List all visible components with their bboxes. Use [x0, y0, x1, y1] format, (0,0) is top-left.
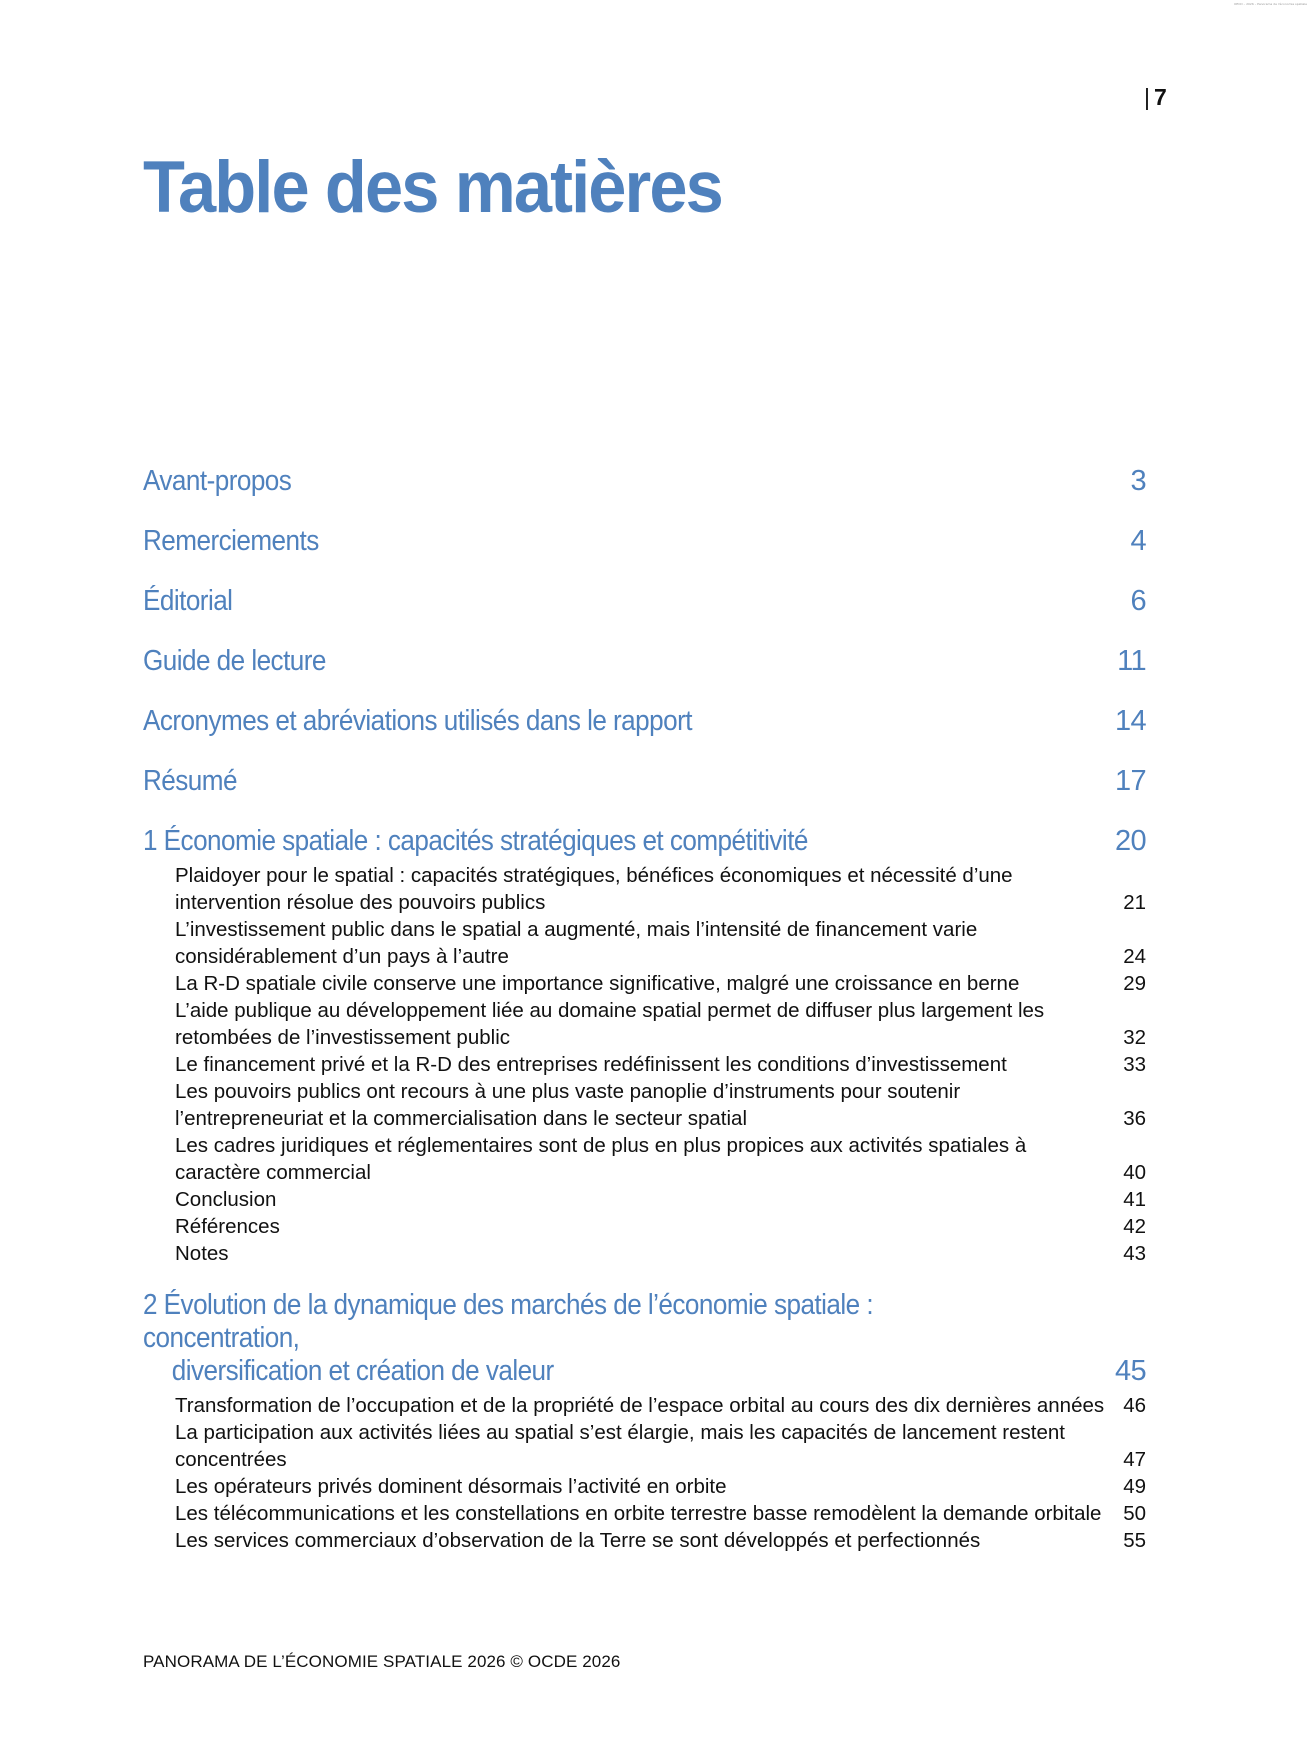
- toc-section-page: 24: [1123, 945, 1146, 968]
- page-title: Table des matières: [143, 147, 722, 228]
- toc-section-text: Les télécommunications et les constellations en orbite terrestre basse remodèlent la demande orbitale: [175, 1502, 1102, 1525]
- toc-section-item[interactable]: [175, 1213, 1146, 1240]
- toc-section-item[interactable]: [175, 1473, 1146, 1500]
- toc-section-item[interactable]: [175, 997, 1146, 1051]
- chapter-1-heading[interactable]: [143, 825, 1146, 858]
- toc-section-item[interactable]: [175, 862, 1146, 916]
- toc-entry-page: 11: [1117, 645, 1146, 677]
- toc-entry-avant-propos[interactable]: [143, 465, 1146, 525]
- chapter-2-heading[interactable]: [143, 1289, 1146, 1388]
- chapter-2-sections: [175, 1392, 1146, 1554]
- chapter-title: [143, 1289, 971, 1388]
- toc-section-text: Le financement privé et la R-D des entreprises redéfinissent les conditions d’investissement: [175, 1053, 1007, 1076]
- toc-entry-page: 3: [1130, 465, 1146, 497]
- chapter-title: [143, 825, 971, 858]
- table-of-contents: [143, 465, 1146, 1554]
- toc-section-text: Les cadres juridiques et réglementaires sont de plus en plus propices aux activités spatiales à caractère commercial: [175, 1134, 1027, 1184]
- toc-entry-acronymes[interactable]: [143, 705, 1146, 765]
- toc-section-item[interactable]: [175, 1051, 1146, 1078]
- toc-section-page: 43: [1123, 1242, 1146, 1265]
- toc-entry-page: 17: [1114, 765, 1146, 797]
- page-number: [1144, 84, 1167, 111]
- toc-section-page: 41: [1123, 1188, 1146, 1211]
- page-number-separator: |: [1144, 84, 1150, 110]
- toc-section-text: Transformation de l’occupation et de la propriété de l’espace orbital au cours des dix dernières années: [175, 1394, 1105, 1417]
- toc-section-page: 55: [1123, 1529, 1146, 1552]
- toc-section-item[interactable]: [175, 1186, 1146, 1213]
- toc-section-text: Les opérateurs privés dominent désormais l’activité en orbite: [175, 1475, 727, 1498]
- toc-entry-page: 14: [1114, 705, 1146, 737]
- chapter-page: 20: [1114, 825, 1146, 857]
- toc-entry-page: 4: [1130, 525, 1146, 557]
- toc-section-page: 32: [1123, 1026, 1146, 1049]
- toc-entry-editorial[interactable]: [143, 585, 1146, 645]
- toc-section-item[interactable]: [175, 916, 1146, 970]
- toc-section-item[interactable]: [175, 1500, 1146, 1527]
- chapter-title-line: 2 Évolution de la dynamique des marchés de l’économie spatiale : concentration,: [143, 1289, 874, 1354]
- toc-section-page: 50: [1123, 1502, 1146, 1525]
- toc-section-text: Les pouvoirs publics ont recours à une plus vaste panoplie d’instruments pour soutenir l’entrepreneuriat et la commercialisation dans le secteur spatial: [175, 1080, 961, 1130]
- toc-section-item[interactable]: [175, 1078, 1146, 1132]
- toc-entry-page: 6: [1130, 585, 1146, 617]
- toc-section-page: 29: [1123, 972, 1146, 995]
- toc-section-page: 36: [1123, 1107, 1146, 1130]
- toc-section-text: Conclusion: [175, 1188, 277, 1211]
- toc-section-item[interactable]: [175, 1132, 1146, 1186]
- toc-section-text: La participation aux activités liées au spatial s’est élargie, mais les capacités de lancement restent concentrées: [175, 1421, 1065, 1471]
- toc-entry-resume[interactable]: [143, 765, 1146, 825]
- toc-entry-label: Acronymes et abréviations utilisés dans le rapport: [143, 705, 692, 737]
- toc-section-page: 21: [1123, 891, 1146, 914]
- toc-entry-label: Éditorial: [143, 585, 233, 617]
- toc-entry-label: Guide de lecture: [143, 645, 326, 677]
- toc-section-page: 47: [1123, 1448, 1146, 1471]
- toc-section-page: 33: [1123, 1053, 1146, 1076]
- chapter-title-line: 1 Économie spatiale : capacités stratégiques et compétitivité: [143, 825, 808, 857]
- toc-section-page: 49: [1123, 1475, 1146, 1498]
- toc-section-page: 46: [1123, 1394, 1146, 1417]
- toc-section-text: Les services commerciaux d’observation de la Terre se sont développés et perfectionnés: [175, 1529, 981, 1552]
- toc-section-text: Notes: [175, 1242, 229, 1265]
- toc-entry-label: Résumé: [143, 765, 237, 797]
- toc-section-page: 40: [1123, 1161, 1146, 1184]
- toc-section-item[interactable]: [175, 1392, 1146, 1419]
- toc-section-page: 42: [1123, 1215, 1146, 1238]
- toc-section-text: L’investissement public dans le spatial a augmenté, mais l’intensité de financement varie considérablement d’un pays à l’autre: [175, 918, 978, 968]
- toc-section-item[interactable]: [175, 1419, 1146, 1473]
- chapter-page: 45: [1114, 1355, 1146, 1387]
- toc-section-item[interactable]: [175, 970, 1146, 997]
- chapter-1-sections: [175, 862, 1146, 1267]
- toc-section-text: L’aide publique au développement liée au domaine spatial permet de diffuser plus largement les retombées de l’investissement public: [175, 999, 1045, 1049]
- toc-entry-guide-de-lecture[interactable]: [143, 645, 1146, 705]
- toc-section-text: La R-D spatiale civile conserve une importance significative, malgré une croissance en berne: [175, 972, 1020, 995]
- page-footer: PANORAMA DE L’ÉCONOMIE SPATIALE 2026 © OCDE 2026: [143, 1652, 621, 1671]
- toc-section-item[interactable]: [175, 1527, 1146, 1554]
- chapter-title-line: diversification et création de valeur: [171, 1355, 554, 1387]
- header-metadata: OECD – 2026 – Panorama de l'économie spatiale: [1234, 2, 1307, 6]
- toc-section-item[interactable]: [175, 1240, 1146, 1267]
- toc-entry-label: Remerciements: [143, 525, 319, 557]
- toc-section-text: Références: [175, 1215, 280, 1238]
- toc-entry-label: Avant-propos: [143, 465, 292, 497]
- toc-section-text: Plaidoyer pour le spatial : capacités stratégiques, bénéfices économiques et nécessité d’une intervention résolue des pouvoirs publics: [175, 864, 1013, 914]
- page-number-value: 7: [1153, 84, 1167, 110]
- toc-entry-remerciements[interactable]: [143, 525, 1146, 585]
